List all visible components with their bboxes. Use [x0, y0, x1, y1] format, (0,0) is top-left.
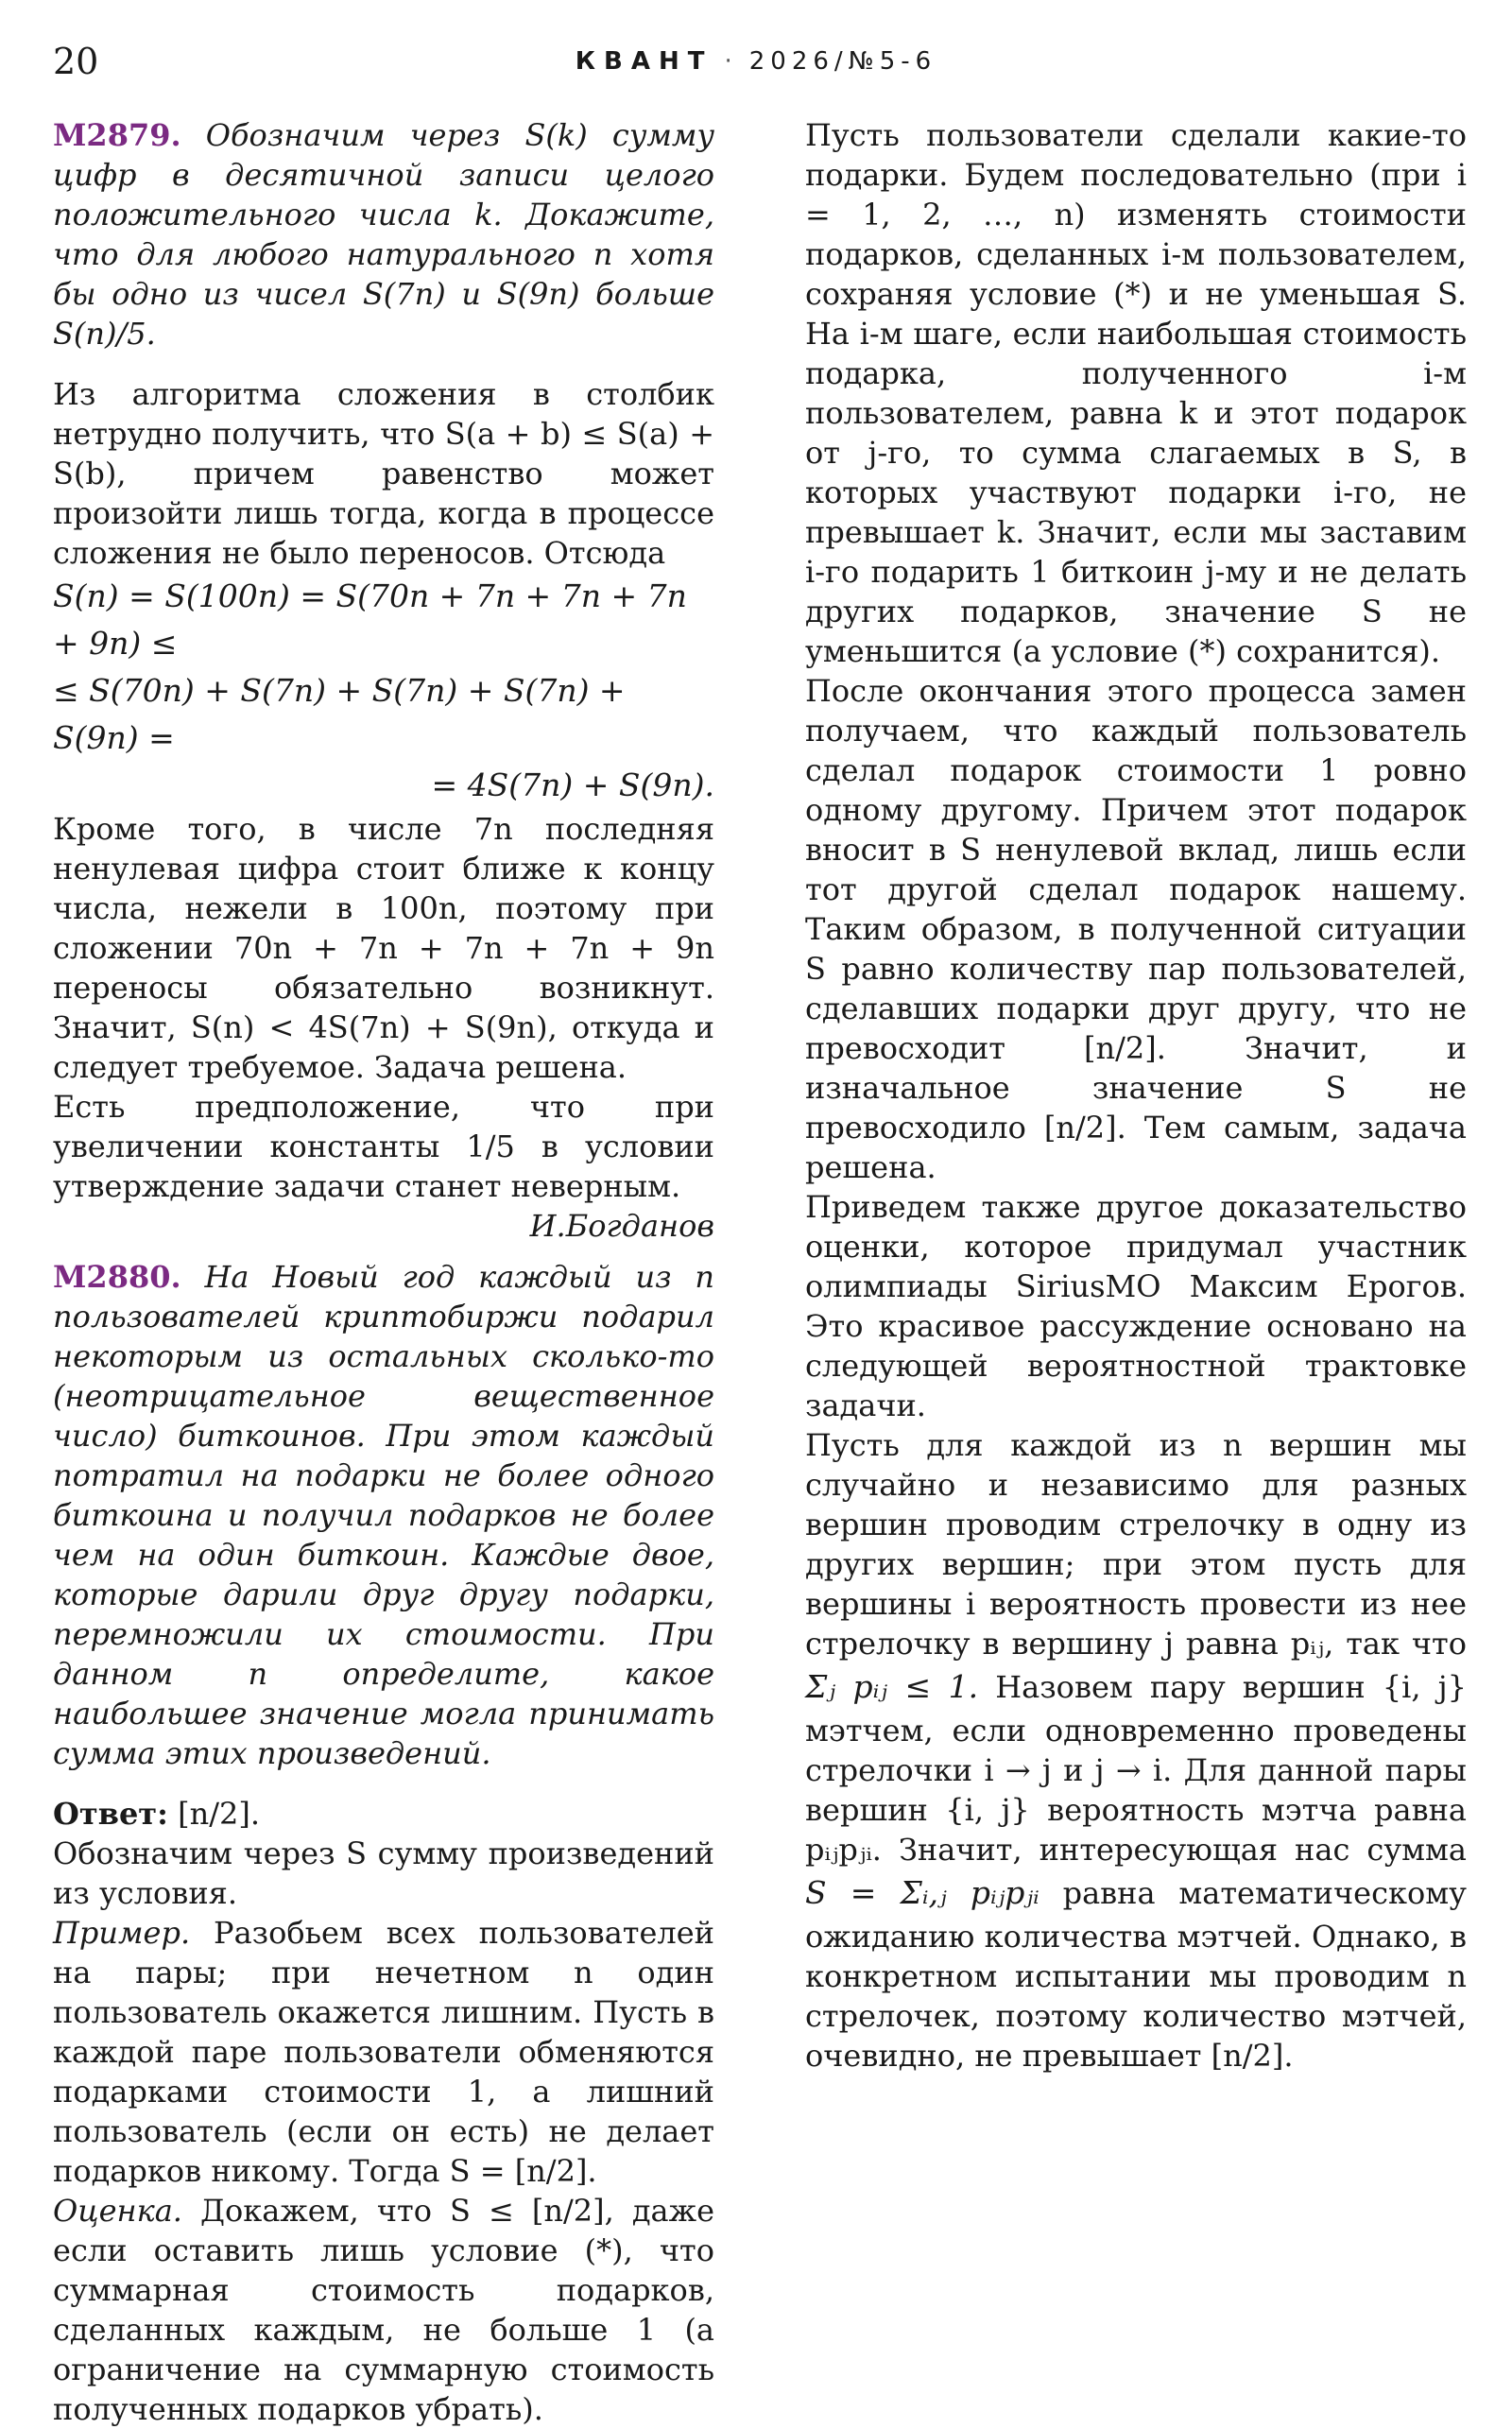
m2879-solution-para-3: Есть предположение, что при увеличении константы 1/5 в условии утверждение задачи станет неверным.: [53, 1089, 714, 1204]
m2879-author: И.Богданов: [529, 1208, 714, 1244]
m2880-estimate: [53, 2191, 714, 2429]
formula-line-1: S(n) = S(100n) = S(70n + 7n + 7n + 7n + 9n) ≤: [53, 577, 687, 662]
problem-m2880-statement: [53, 1257, 714, 1773]
formula-sum-s: S = Σᵢ,ⱼ pᵢⱼpⱼᵢ: [805, 1874, 1040, 1911]
example-text: Разобьем всех пользователей на пары; при нечетном n один пользователь окажется лишним. Пусть в каждой паре пользователи обменяются подарками стоимости 1, а лишний пользователь (если он есть) не делает подарков никому. Тогда S = [n/2].: [53, 1915, 714, 2189]
m2880-notation: Обозначим через S сумму произведений из условия.: [53, 1835, 714, 1911]
problem-m2880-text: На Новый год каждый из n пользователей криптобиржи подарил некоторым из остальных сколько-то (неотрицательное вещественное число) биткоинов. При этом каждый потратил на подарки не более одного биткоина и получил подарков не более чем на один биткоин. Каждые двое, которые дарили друг другу подарки, перемножили их стоимости. При данном n определите, какое наибольшее значение могла принимать сумма этих произведений.: [53, 1259, 715, 1771]
estimate-label: Оценка.: [53, 2193, 182, 2229]
issue-number: 2026/№5-6: [748, 47, 937, 76]
m2880-answer: [53, 1794, 714, 1834]
problem-m2880-id: M2880.: [53, 1259, 181, 1295]
problem-m2879-text: Обозначим через S(k) сумму цифр в десятичной записи целого положительного числа k. Докажите, что для любого натурального n хотя бы одно из чисел S(7n) и S(9n) больше S(n)/5.: [53, 117, 715, 352]
problem-m2879-statement: [53, 115, 714, 353]
m2880-solution-para-2: Пусть пользователи сделали какие-то подарки. Будем последовательно (при i = 1, 2, …, n) изменять стоимости подарков, сделанных i-м пользователем, сохраняя условие (*) и не уменьшая S. На i-м шаге, если наибольшая стоимость подарка, полученного i-м пользователем, равна k и этот подарок от j-го, то сумма слагаемых в S, в которых участвуют подарки i-го, не превышает k. Значит, если мы заставим i-го подарить 1 биткоин j-му и не делать других подарков, значение S не уменьшится (а условие (*) сохранится).: [805, 117, 1467, 669]
m2880-solution-para-4: Приведем также другое доказательство оценки, которое придумал участник олимпиады SiriusMO Максим Ерогов. Это красивое рассуждение основано на следующей вероятностной трактовке задачи.: [805, 1189, 1467, 1423]
left-column: [53, 115, 714, 2429]
example-label: Пример.: [53, 1915, 191, 1951]
m2879-formula: [53, 573, 714, 809]
formula-sum-pij: Σⱼ pᵢⱼ ≤ 1.: [805, 1668, 979, 1705]
problem-m2879-id: M2879.: [53, 117, 181, 153]
header-separator: ·: [724, 47, 738, 76]
answer-value: [n/2].: [178, 1796, 260, 1832]
para-5-part-c: равна математическому ожиданию количества мэтчей. Однако, в конкретном испытании мы проводим n стрелочек, поэтому количество мэтчей, очевидно, не превышает [n/2].: [805, 1875, 1467, 2074]
m2880-example: [53, 1913, 714, 2191]
m2880-solution-para-3: После окончания этого процесса замен получаем, что каждый пользователь сделал подарок стоимости 1 ровно одному другому. Причем этот подарок вносит в S ненулевой вклад, лишь если тот другой сделал подарок нашему. Таким образом, в полученной ситуации S равно количеству пар пользователей, сделавших подарки друг другу, что не превосходит [n/2]. Значит, и изначальное значение S не превосходило [n/2]. Тем самым, задача решена.: [805, 673, 1467, 1185]
m2879-solution-para-1: Из алгоритма сложения в столбик нетрудно получить, что S(a + b) ≤ S(a) + S(b), причем равенство может произойти лишь тогда, когда в процессе сложения не было переносов. Отсюда: [53, 376, 714, 571]
journal-title: КВАНТ: [575, 47, 713, 76]
formula-line-2: ≤ S(70n) + S(7n) + S(7n) + S(7n) + S(9n) =: [53, 672, 626, 756]
m2879-solution-para-2: Кроме того, в числе 7n последняя ненулевая цифра стоит ближе к концу числа, нежели в 100n, поэтому при сложении 70n + 7n + 7n + 7n + 9n переносы обязательно возникнут. Значит, S(n) < 4S(7n) + S(9n), откуда и следует требуемое. Задача решена.: [53, 811, 714, 1085]
formula-line-3: = 4S(7n) + S(9n).: [431, 767, 714, 803]
para-5-part-b: Назовем пару вершин {i, j} мэтчем, если одновременно проведены стрелочки i → j и j → i. Для данной пары вершин {i, j} вероятность мэтча равна pᵢⱼpⱼᵢ. Значит, интересующая нас сумма: [805, 1669, 1467, 1868]
m2880-solution-para-5: [805, 1425, 1467, 2076]
para-5-part-a: Пусть для каждой из n вершин мы случайно и независимо для разных вершин проводим стрелочку в одну из других вершин; при этом пусть для вершины i вероятность провести из нее стрелочку в вершину j равна pᵢⱼ, так что: [805, 1427, 1467, 1662]
estimate-text: Докажем, что S ≤ [n/2], даже если оставить лишь условие (*), что суммарная стоимость подарков, сделанных каждым, не больше 1 (а ограничение на суммарную стоимость полученных подарков убрать).: [53, 2193, 715, 2427]
page-number: 20: [53, 41, 99, 82]
running-head: [0, 49, 1512, 74]
right-column: [805, 115, 1467, 2076]
answer-label: Ответ:: [53, 1796, 168, 1832]
